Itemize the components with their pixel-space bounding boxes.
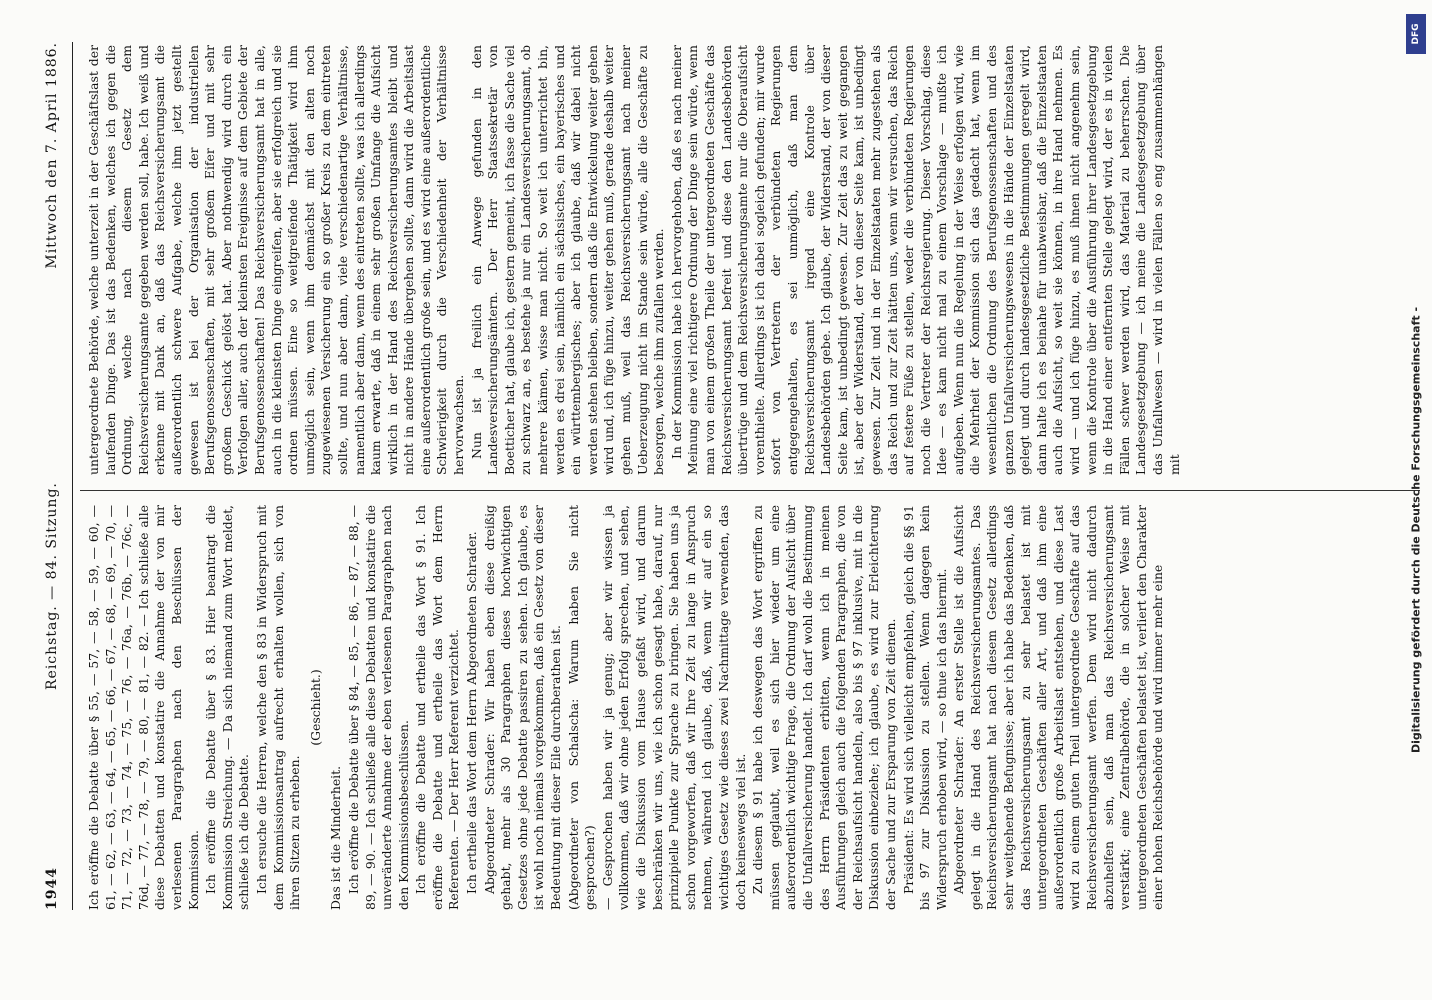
dfg-logo-text: DFG	[1411, 23, 1421, 45]
text-column-left	[86, 505, 1426, 910]
running-header	[44, 42, 72, 910]
page-number: 1944	[44, 867, 60, 910]
paragraph: Ich eröffne die Debatte über § 84, — 85, — 86, — 87, — 88, — 89, — 90. — Ich schließe alle diese Debatten und konstatire die unveränderte Annahme der eben verlesenen Paragraphen nach den Kommissionsbeschlüssen.	[345, 505, 411, 910]
session-title: Reichstag. — 84. Sitzung.	[44, 482, 60, 690]
paragraph: Ich eröffne die Debatte über § 55, — 57, — 58, — 59, — 60, — 61, — 62, — 63, — 64, — 65, — 66, — 67, — 68, — 69, — 70, — 71, — 72, — 73, — 74, — 75, — 76, — 76a, — 76b, — 76c, — 76d, — 77, — 78, — 79, — 80, — 81, — 82. — Ich schließe alle diese Debatten und konstatire die Annahme der von mir verlesenen Paragraphen nach den Beschlüssen der Kommission.	[86, 505, 201, 910]
paragraph: untergeordnete Behörde, welche unterzeit in der Geschäftslast der laufenden Dinge. Das ist das Bedenken, welches ich gegen die Ordnung, welche nach diesem Gesetz dem Reichsversicherungsamte gegeben werden soll, habe. Ich weiß und erkenne mit Dank an, daß das Reichsversicherungsamt die außerordentlich schwere Aufgabe, welche ihm jetzt gestellt gewesen ist bei der Organisation der industriellen Berufsgenossenschaften, mit sehr großem Eifer und mit sehr großem Geschick gelöst hat. Aber nothwendig wird durch ein Verfolgen aller, auch der kleinsten Ereignisse auf dem Gebiete der Berufsgenossenschaften! Das Reichsversicherungsamt hat in alle, auch in die kleinsten Dinge eingreifen, aber sie erfolgreich und sie ordnen müssen. Eine so weitgreifende Thätigkeit wird ihm unmöglich sein, wenn ihm demnächst mit den alten noch zugewiesenen Versicherung ein so großer Kreis zu dem eintreten sollte, und nun aber dann, viele verschiedenartige Verhältnisse, namentlich aber dann, wenn des eintreten sollte, was ich allerdings kaum erwarte, daß in einem sehr großen Umfange die Aufsicht wirklich in der Hand des Reichsversicherungsamtes bleibt und nicht in andere Hände übergehen sollte, dann wird die Arbeitslast eine außerordentlich große sein, und es wird eine außerordentliche Schwierigkeit durch die Verschiedenheit der Verhältnisse hervorwachsen.	[86, 45, 467, 475]
paragraph: Ich eröffne die Debatte und ertheile das Wort § 91. Ich eröffne die Debatte und ertheile das Wort dem Herrn Referenten. — Der Herr Referent verzichtet.	[413, 505, 462, 910]
session-date: Mittwoch den 7. April 1886.	[44, 42, 60, 269]
president-paragraph: Präsident: Es wird sich vielleicht empfehlen, gleich die §§ 91 bis 97 zur Diskussion zu stellen. Wenn dagegen kein Widerspruch erhoben wird, — so thue ich das hiermit.	[900, 505, 949, 910]
stage-direction: (Geschieht.)	[307, 669, 323, 746]
speech-paragraph: Abgeordneter Schrader: An erster Stelle ist die Aufsicht gelegt in die Hand des Reichsversicherungsamtes. Das Reichsversicherungsamt hat nach diesem Gesetz allerdings sehr weitgehende Befugnisse; aber ich habe das Bedenken, daß das Reichsversicherungsamt zu sehr belastet ist mit untergeordneten Geschäften aller Art, und daß ihm eine außerordentlich große Arbeitslast entstehen, und diese Last wird zu einem guten Theil untergeordnete Geschäfte auf das Reichsversicherungsamt werfen. Dem wird nicht dadurch abzuhelfen sein, daß man das Reichsversicherungsamt verstärkt; eine Zentralbehörde, die in solcher Weise mit untergeordneten Geschäften belastet ist, verliert den Charakter einer hohen Reichsbehörde und wird immer mehr eine	[951, 505, 1166, 910]
speech-paragraph: — Gesprochen haben wir ja genug; aber wir wissen ja vollkommen, daß wir ohne jeden Erfolg sprechen, und sehen, wie die Diskussion vom Hause gefaßt wird, und darum beschränken wir uns, wie ich schon gesagt habe, darauf, nur prinzipielle Punkte zur Sprache zu bringen. Sie haben uns ja schon vorgeworfen, daß wir Ihre Zeit zu lange in Anspruch nehmen, während ich glaube, daß, wenn wir auf ein so wichtiges Gesetz wie dieses zwei Nachmittage verwenden, das doch keineswegs viel ist.	[599, 505, 748, 910]
paragraph: Ich ersuche die Herren, welche den § 83 in Widerspruch mit dem Kommissionsantrag aufrecht erhalten wollen, sich von ihren Sitzen zu erheben.	[253, 505, 303, 910]
interjection: (Abgeordneter von Schalscha: Warum haben Sie nicht gesprochen?)	[565, 505, 598, 910]
speech-paragraph: Abgeordneter Schrader: Wir haben eben diese dreißig gehabt, mehr als 30 Paragraphen dieses hochwichtigen Gesetzes ohne jede Debatte passiren zu sehen. Ich glaube, es ist wohl noch niemals vorgekommen, daß ein Gesetz von dieser Bedeutung mit dieser Eile durchberathen ist.	[481, 505, 564, 910]
digitization-watermark	[1404, 60, 1428, 1000]
paragraph: Ich ertheile das Wort dem Herrn Abgeordneten Schrader.	[464, 531, 480, 894]
dfg-logo	[1406, 14, 1426, 54]
column-divider	[80, 490, 1420, 491]
text-column-right	[86, 45, 1426, 475]
paragraph: Ich eröffne die Debatte über § 83. Hier beantragt die Kommission Streichung. — Da sich niemand zum Wort meldet, schließe ich die Debatte.	[203, 505, 252, 910]
watermark-text: Digitalisierung gefördert durch die Deutsche Forschungsgemeinschaft -	[1409, 306, 1423, 754]
header-rule	[72, 42, 73, 910]
speech-paragraph: Zu diesem § 91 habe ich deswegen das Wort ergriffen zu müssen geglaubt, weil es sich hier wieder um eine außerordentlich wichtige Frage, die Ordnung der Aufsicht über die Unfallversicherung handelt. Ich darf wohl die Bestimmung des Herrn Präsidenten erbitten, wenn ich in meinen Ausführungen gleich auch die folgenden Paragraphen, die von der Reichsaufsicht handeln, also bis § 97 inklusive, mit in die Diskussion einbeziehe; ich glaube, es wird zur Erleichterung der Sache und zur Ersparung von Zeit dienen.	[750, 505, 898, 910]
paragraph: Das ist die Minderheit.	[328, 765, 344, 910]
paragraph: In der Kommission habe ich hervorgehoben, daß es nach meiner Meinung eine viel richtigere Ordnung der Dinge sein würde, wenn man von einem großen Theile der untergeordneten Geschäfte das Reichsversicherungsamt befreit und diese den Landesbehörden übertrüge und dem Reichsversicherungsamte nur die Oberaufsicht vorenthielte. Allerdings ist ich dabei sogleich gefunden; mir wurde sofort von Vertretern der verbündeten Regierungen entgegengehalten, es sei unmöglich, daß man dem Reichsversicherungsamt irgend eine Kontrole über Landesbehörden gebe. Ich glaube, der Widerstand, der von dieser Seite kam, ist unbedingt gewesen. Zur Zeit das zu weit gegangen ist, aber der Widerstand, der von dieser Seite kam, ist unbedingt gewesen. Zur Zeit und in der Einzelstaaten mehr zugestehen als das Reich und zur Zeit hätten uns, wenn wir versuchen, das Reich auf festere Füße zu stellen, weder die verbündeten Regierungen noch die Vertreter der Reichsregierung. Dieser Vorschlag, diese Idee — es kam nicht mal zu einem Vorschlage — mußte ich aufgeben. Wenn nun die Regelung in der Weise erfolgen wird, wie die Mehrheit der Kommission sich das gedacht hat, wenn im wesentlichen die Ordnung des Berufsgenossenschaften und des ganzen Unfallversicherungswesens in die Hände der Einzelstaaten gelegt und durch landesgesetzliche Bestimmungen geregelt wird, dann halte ich es beinahe für unabweisbar, daß die Einzelstaaten auch die Aufsicht, so weit sie können, in ihre Hand nehmen. Es wird — und ich füge hinzu, es muß ihnen nicht angenehm sein, wenn die Kontrole über die Ausführung ihrer Landesgesetzgebung in die Hand einer entfernten Stelle gelegt wird, der es in vielen Fällen schwer werden wird, das Material zu beherrschen. Die Landesgesetzgebung — ich meine die Landesgesetzgebung über das Unfallwesen — wird in vielen Fällen so eng zusammenhängen mit	[668, 45, 1182, 475]
paragraph: Nun ist ja freilich ein Anwege gefunden in den Landesversicherungsämtern. Der Herr Staatssekretär von Boetticher hat, glaube ich, gestern gemeint, ich fasse die Sache viel zu schwarz an, es bestehe ja nur ein Landesversicherungsamt, ob mehrere kämen, wisse man nicht. So weit ich unterrichtet bin, werden es drei sein, nämlich ein sächsisches, ein bayerisches und ein württembergisches; aber ich glaube, daß wir dabei nicht werden stehen bleiben, sondern daß die Entwickelung weiter gehen wird und, ich füge hinzu, weiter gehen muß, gerade deshalb weiter gehen muß, weil das Reichsversicherungsamt nach meiner Ueberzeugung nicht im Stande sein würde, alle die Geschäfte zu besorgen, welche ihm zufallen werden.	[468, 45, 667, 475]
